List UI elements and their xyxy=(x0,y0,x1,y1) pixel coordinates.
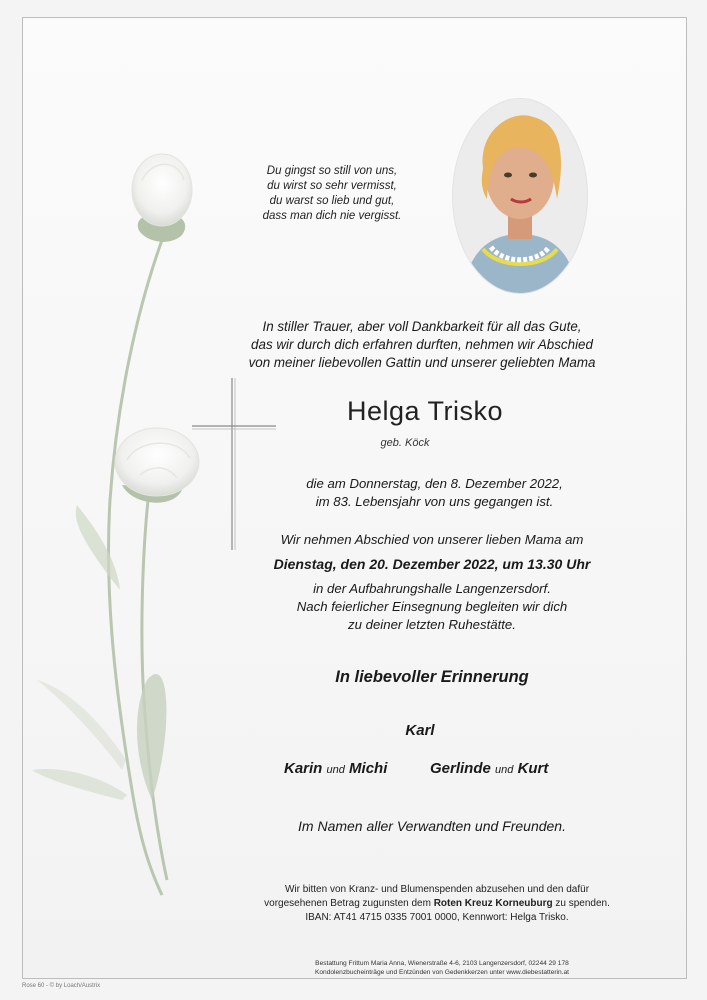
mourner-name: Gerlinde xyxy=(430,760,491,777)
mourner-name: Michi xyxy=(349,760,388,777)
poem xyxy=(232,164,432,224)
intro-text xyxy=(222,318,622,372)
ceremony-line: Nach feierlicher Einsegnung begleiten wir dich xyxy=(296,599,568,614)
ceremony-details xyxy=(232,580,632,634)
funeral-date: Dienstag, den 20. Dezember 2022, um 13.30 Uhr xyxy=(273,556,591,572)
mourner-spouse: Karl xyxy=(405,722,435,739)
poem-line: Du gingst so still von uns, xyxy=(266,165,398,177)
mourner-name: Karin xyxy=(284,760,323,777)
memory-heading: In liebevoller Erinnerung xyxy=(335,668,529,686)
request-line: Wir bitten von Kranz- und Blumenspenden abzusehen und den dafür xyxy=(284,884,590,895)
footer-line: Bestattung Frittum Maria Anna, Wienerstraße 4-6, 2103 Langenzersdorf, 02244 29 178 xyxy=(315,960,569,967)
intro-line: das wir durch dich erfahren durften, nehmen wir Abschied xyxy=(251,337,593,352)
relatives-line: Im Namen aller Verwandten und Freunden. xyxy=(298,818,566,834)
cross-icon xyxy=(190,374,280,554)
funeral-home-footer xyxy=(232,960,652,977)
footer-line: Kondolenzbucheinträge und Entzünden von Gedenkkerzen unter www.diebestatterin.at xyxy=(314,968,570,976)
request-line xyxy=(232,897,642,911)
person-portrait-icon xyxy=(453,99,587,293)
death-notice-line: im 83. Lebensjahr von uns gegangen ist. xyxy=(315,494,554,509)
mourner-pair-2 xyxy=(430,760,548,777)
poem-line: dass man dich nie vergisst. xyxy=(262,210,402,222)
ceremony-line: in der Aufbahrungshalle Langenzersdorf. xyxy=(313,581,551,596)
birth-name: geb. Köck xyxy=(380,437,430,449)
conjunction: und xyxy=(326,764,345,776)
image-credit: Rose 60 - © by Loach/Austrix xyxy=(22,983,101,989)
deceased-name: Helga Trisko xyxy=(346,396,504,426)
poem-line: du warst so lieb und gut, xyxy=(269,195,395,207)
mourner-pair-1 xyxy=(284,760,387,777)
charity-name: Roten Kreuz Korneuburg xyxy=(433,898,553,909)
death-notice-line: die am Donnerstag, den 8. Dezember 2022, xyxy=(306,476,563,491)
donation-request xyxy=(232,883,642,925)
conjunction: und xyxy=(495,764,514,776)
portrait-photo xyxy=(452,98,588,294)
poem-line: du wirst so sehr vermisst, xyxy=(267,180,397,192)
intro-line: In stiller Trauer, aber voll Dankbarkeit für all das Gute, xyxy=(262,319,582,334)
ceremony-line: zu deiner letzten Ruhestätte. xyxy=(348,617,516,632)
farewell-line: Wir nehmen Abschied von unserer lieben Mama am xyxy=(280,532,584,547)
intro-line: von meiner liebevollen Gattin und unserer geliebten Mama xyxy=(248,355,596,370)
iban-line: IBAN: AT41 4715 0335 7001 0000, Kennwort: Helga Trisko. xyxy=(305,912,569,923)
death-notice xyxy=(262,475,607,511)
mourner-name: Kurt xyxy=(517,760,549,777)
request-text: zu spenden. xyxy=(552,898,610,909)
request-text: vorgesehenen Betrag zugunsten dem xyxy=(264,898,434,909)
